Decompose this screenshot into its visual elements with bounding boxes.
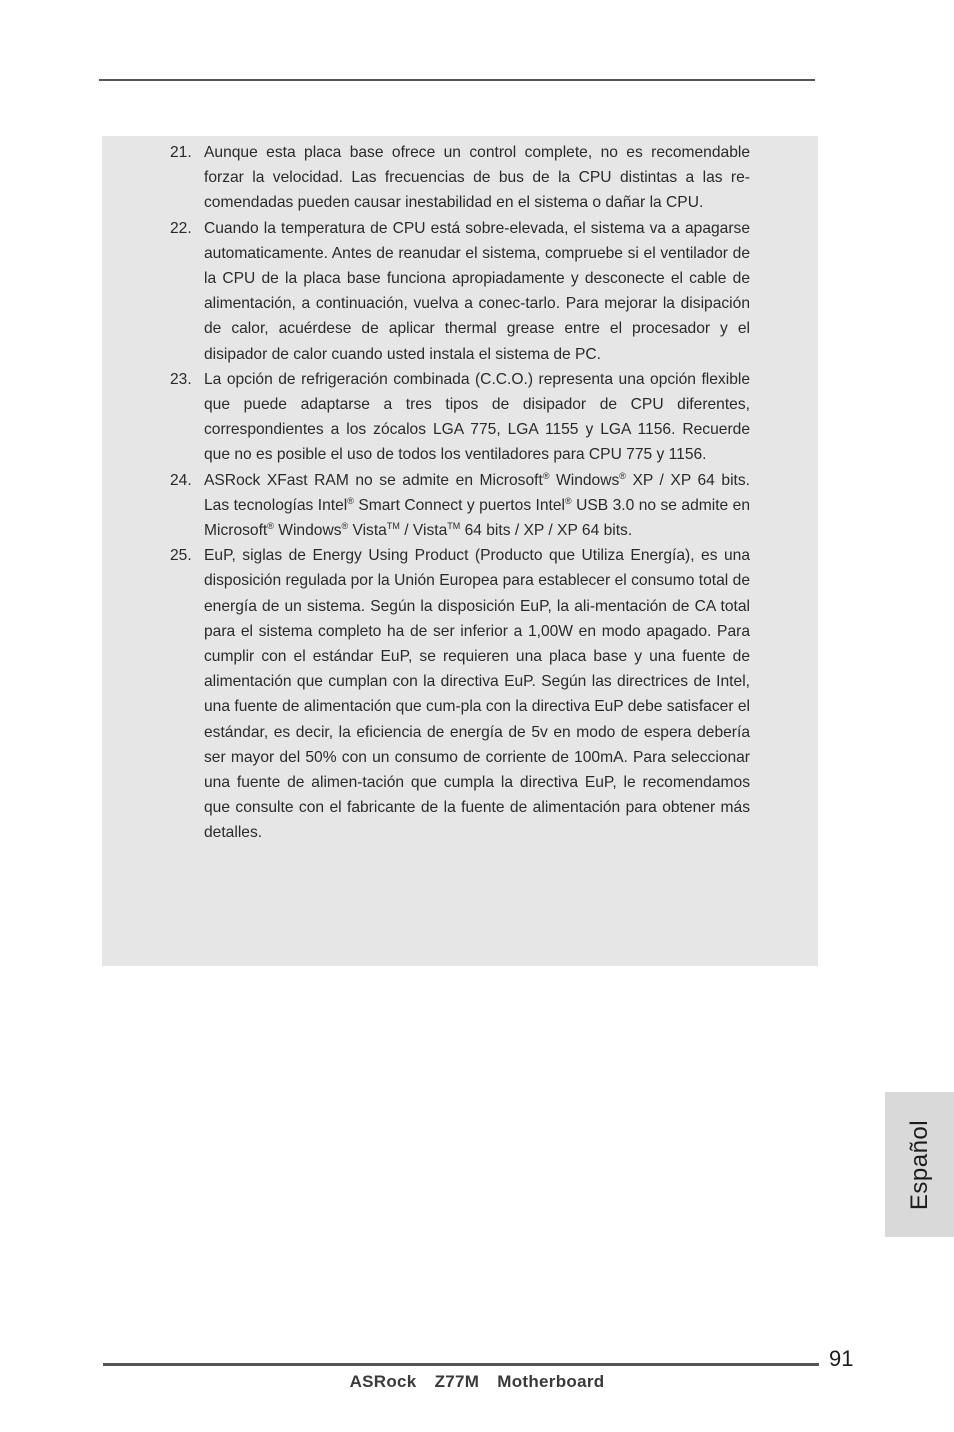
note-text: Cuando la temperatura de CPU está sobre-elevada, el sistema va a apagarse automaticamente. Antes de reanudar el sistema, compruebe si el ventilador de la CPU de la placa base funciona apropiadamente y desconecte el cable de alimentación, a continuación, vuelva a conec-tarlo. Para mejorar la disipación de calor, acuérdese de aplicar thermal grease entre el procesador y el disipador de calor cuando usted instala el sistema de PC. bbox=[204, 219, 750, 363]
note-number: 25. bbox=[170, 547, 192, 565]
language-tab bbox=[885, 1092, 954, 1237]
note-number: 24. bbox=[170, 471, 192, 489]
notes-list bbox=[166, 140, 750, 846]
note-item bbox=[166, 216, 750, 367]
note-number: 23. bbox=[170, 370, 192, 388]
note-text: La opción de refrigeración combinada (C.C.O.) representa una opción flexible que puede adaptarse a tres tipos de disipador de CPU diferentes, correspondientes a los zócalos LGA 775, LGA 1155 y LGA 1156. Recuerde que no es posible el uso de todos los ventiladores para CPU 775 y 1156. bbox=[204, 370, 750, 464]
footer-product-title bbox=[0, 1372, 954, 1392]
footer-brand: ASRock bbox=[349, 1372, 417, 1391]
note-item bbox=[166, 140, 750, 216]
page-number: 91 bbox=[829, 1346, 854, 1371]
note-text: EuP, siglas de Energy Using Product (Producto que Utiliza Energía), es una disposición regulada por la Unión Europea para establecer el consumo total de energía de un sistema. Según la disposición EuP, la ali-mentación de CA total para el sistema completo ha de ser inferior a 1,00W en modo apagado. Para cumplir con el estándar EuP, se requieren una placa base y una fuente de alimentación que cumplan con la directiva EuP. Según las directrices de Intel, una fuente de alimentación que cum-pla con la directiva EuP debe satisfacer el estándar, es decir, la eficiencia de energía de 5v en modo de espera debería ser mayor del 50% con un consumo de corriente de 100mA. Para seleccionar una fuente de alimen-tación que cumpla la directiva EuP, le recomendamos que consulte con el fabricante de la fuente de alimentación para obtener más detalles. bbox=[204, 547, 750, 842]
language-tab-label: Español bbox=[905, 1119, 933, 1210]
footer-product: Motherboard bbox=[497, 1372, 605, 1391]
note-text: Aunque esta placa base ofrece un control complete, no es recomendable forzar la velocidad. Las frecuencias de bus de la CPU distintas a las re-comendadas pueden causar inestabilidad en el sistema o dañar la CPU. bbox=[204, 144, 750, 212]
footer-divider bbox=[103, 1363, 819, 1366]
note-item bbox=[166, 367, 750, 468]
header-divider bbox=[99, 79, 815, 81]
note-number: 21. bbox=[170, 144, 192, 161]
note-number: 22. bbox=[170, 219, 192, 237]
note-text: ASRock XFast RAM no se admite en Microsoft® Windows® XP / XP 64 bits. Las tecnologías Intel® Smart Connect y puertos Intel® USB 3.0 no se admite en Microsoft® Windows® Vista™ / Vista™ 64 bits / XP / XP 64 bits. bbox=[204, 470, 750, 540]
note-item bbox=[166, 543, 750, 845]
footer-model: Z77M bbox=[434, 1372, 480, 1391]
note-item bbox=[166, 468, 750, 544]
